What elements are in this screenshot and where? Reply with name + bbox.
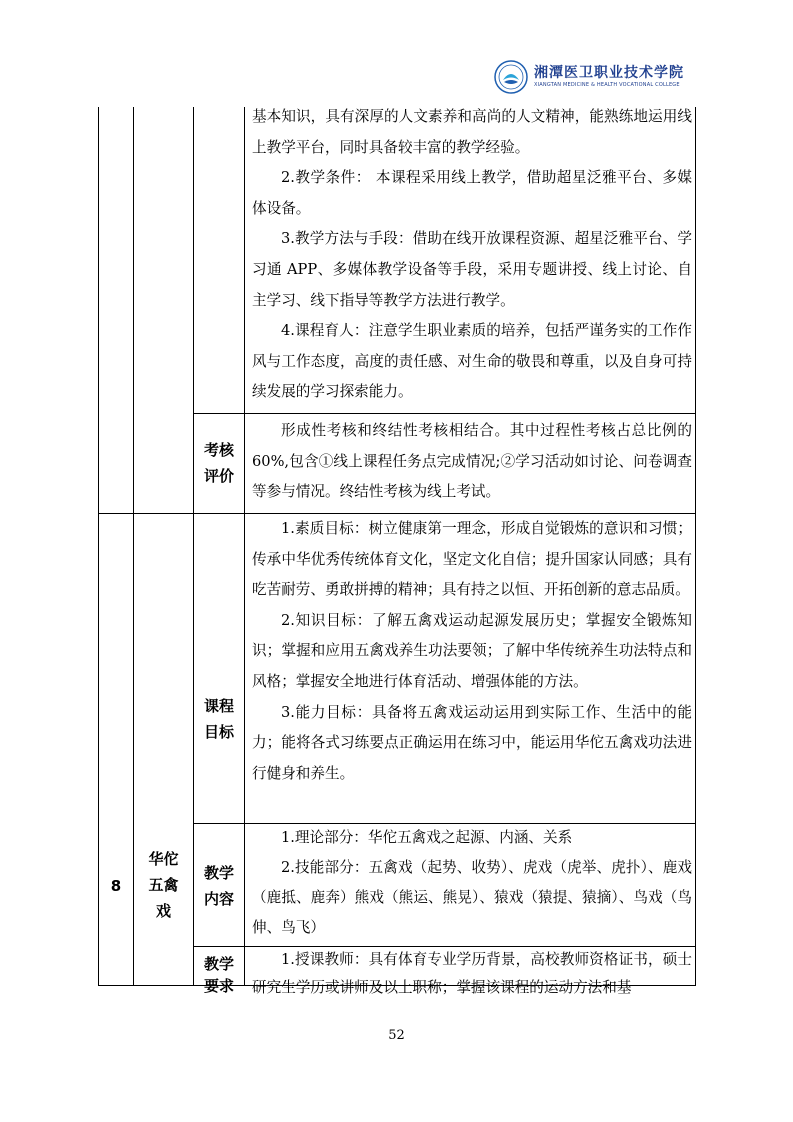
teaching-requirements bbox=[252, 946, 692, 1002]
college-emblem-icon bbox=[494, 60, 528, 94]
content-label: 教学 内容 bbox=[203, 864, 234, 908]
quality-objective: 1.素质目标：树立健康第一理念，形成自觉锻炼的意识和习惯；传承中华优秀传统体育文化，坚定文化自信；提升国家认同感；具有吃苦耐劳、勇敢拼搏的精神；具有持之以恒、开拓创新的意志品质。 bbox=[252, 520, 692, 599]
assessment-label: 考核 评价 bbox=[203, 441, 234, 485]
page-number: 52 bbox=[388, 1028, 405, 1043]
teaching-requirements-continued bbox=[252, 102, 692, 408]
requirements-label: 教学 要求 bbox=[203, 955, 234, 995]
skills-part: 2.技能部分：五禽戏（起势、收势）、虎戏（虎举、虎扑）、鹿戏（鹿抵、鹿奔）熊戏（熊运、熊晃）、猿戏（猿提、猿摘）、鸟戏（鸟伸、鸟飞） bbox=[252, 859, 692, 936]
course-education: 4.课程育人：注意学生职业素质的培养，包括严谨务实的工作作风与工作态度，高度的责任感、对生命的敬畏和尊重，以及自身可持续发展的学习探索能力。 bbox=[252, 322, 692, 401]
teaching-content bbox=[252, 823, 692, 943]
objectives-label: 课程 目标 bbox=[203, 697, 234, 741]
course-name: 华佗 五禽 戏 bbox=[148, 850, 179, 920]
course-objectives bbox=[252, 514, 692, 789]
college-name-en: XIANGTAN MEDICINE & HEALTH VOCATIONAL COLLEGE bbox=[534, 82, 680, 88]
instructor-requirement: 1.授课教师：具有体育专业学历背景，高校教师资格证书，硕士研究生学历或讲师及以上职称；掌握该课程的运动方法和基 bbox=[252, 951, 692, 996]
college-name-cn: 湘潭医卫职业技术学院 bbox=[534, 65, 684, 81]
assessment-text: 形成性考核和终结性考核相结合。其中过程性考核占总比例的 60%,包含①线上课程任务点完成情况;②学习活动如讨论、问卷调查等参与情况。终结性考核为线上考试。 bbox=[252, 422, 692, 501]
teaching-conditions: 2.教学条件： 本课程采用线上教学，借助超星泛雅平台、多媒体设备。 bbox=[252, 169, 692, 217]
teaching-requirements-tail-1: 基本知识，具有深厚的人文素养和高尚的人文精神，能熟练地运用线上教学平台，同时具备较丰富的教学经验。 bbox=[252, 108, 692, 156]
theory-part: 1.理论部分：华佗五禽戏之起源、内涵、关系 bbox=[281, 829, 573, 846]
knowledge-objective: 2.知识目标：了解五禽戏运动起源发展历史；掌握安全锻炼知识；掌握和应用五禽戏养生功法要领；了解中华传统养生功法特点和风格；掌握安全地进行体育活动、增强体能的方法。 bbox=[252, 611, 692, 690]
course-number: 8 bbox=[110, 877, 122, 895]
teaching-methods: 3.教学方法与手段：借助在线开放课程资源、超星泛雅平台、学习通 APP、多媒体教学设备等手段，采用专题讲授、线上讨论、自主学习、线下指导等教学方法进行教学。 bbox=[252, 230, 692, 309]
college-logo bbox=[494, 60, 694, 96]
ability-objective: 3.能力目标：具备将五禽戏运动运用到实际工作、生活中的能力；能将各式习练要点正确运用在练习中，能运用华佗五禽戏功法进行健身和养生。 bbox=[252, 703, 692, 782]
